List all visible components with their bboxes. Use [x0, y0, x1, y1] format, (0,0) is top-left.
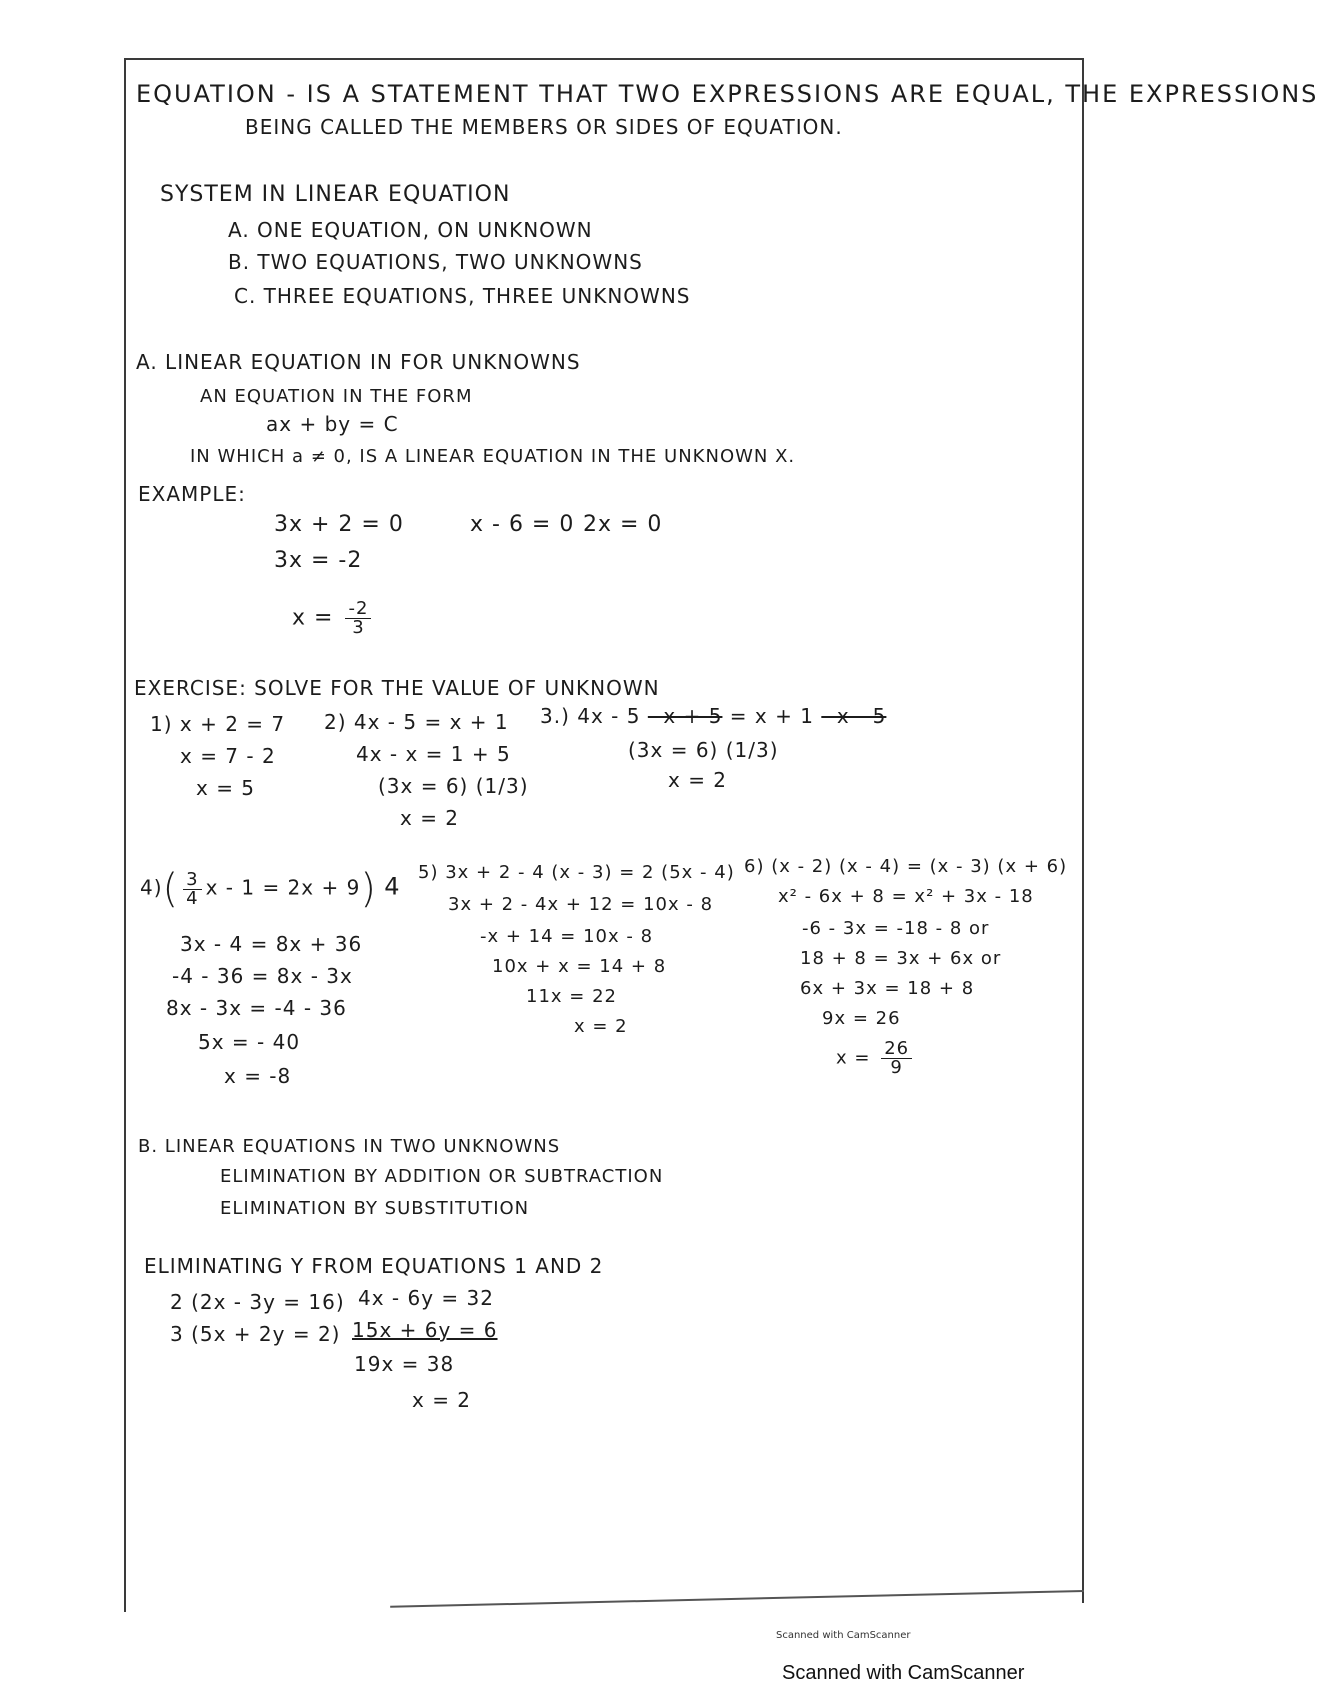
systems-item-a: A. ONE EQUATION, ON UNKNOWN [228, 218, 593, 242]
problem-4-label: 4) [140, 875, 163, 900]
problem-6-line-1: 6) (x - 2) (x - 4) = (x - 3) (x + 6) [744, 856, 1068, 877]
problem-4-fraction [183, 868, 201, 909]
problem-6-line-5: 6x + 3x = 18 + 8 [800, 978, 975, 999]
problem-4-expression: x - 1 = 2x + 9 [205, 875, 361, 900]
problem-5-line-1: 5) 3x + 2 - 4 (x - 3) = 2 (5x - 4) [418, 862, 735, 883]
fraction-denominator: 9 [890, 1057, 903, 1078]
problem-5-line-3: -x + 14 = 10x - 8 [480, 926, 654, 947]
problem-3-part-b: = x + 1 [722, 704, 822, 728]
example-1-result-fraction [345, 600, 371, 637]
problem-1-line-1: 1) x + 2 = 7 [150, 712, 286, 736]
problem-3-line-3: x = 2 [668, 768, 728, 792]
problem-6-line-2: x² - 6x + 8 = x² + 3x - 18 [778, 886, 1034, 907]
fraction-denominator: 3 [352, 617, 365, 638]
watermark: Scanned with CamScanner [782, 1662, 1025, 1684]
section-b-item-2: ELIMINATION BY SUBSTITUTION [220, 1198, 530, 1219]
section-a-explain: IN WHICH a ≠ 0, IS A LINEAR EQUATION IN THE UNKNOWN X. [190, 446, 796, 467]
problem-4-line-2: 3x - 4 = 8x + 36 [180, 932, 363, 956]
problem-6-line-3: -6 - 3x = -18 - 8 or [802, 918, 990, 939]
example-label: EXAMPLE: [138, 482, 246, 506]
elimination-left-1: 2 (2x - 3y = 16) [170, 1290, 345, 1314]
problem-1-line-2: x = 7 - 2 [180, 744, 276, 768]
problem-5-line-5: 11x = 22 [526, 986, 617, 1007]
elimination-right-2: 15x + 6y = 6 [352, 1318, 498, 1342]
open-paren: ( [162, 866, 180, 912]
problem-4-multiplier: 4 [384, 872, 401, 901]
example-2: x - 6 = 0 [470, 512, 575, 537]
systems-item-c: C. THREE EQUATIONS, THREE UNKNOWNS [234, 284, 691, 308]
problem-3-line-2: (3x = 6) (1/3) [628, 738, 779, 762]
problem-3-line-1 [540, 704, 886, 728]
problem-2-line-4: x = 2 [400, 806, 460, 830]
fraction-numerator: -2 [345, 600, 371, 619]
problem-3-struck-term-1: - x + 5 [647, 704, 723, 728]
problem-6-line-4: 18 + 8 = 3x + 6x or [800, 948, 1002, 969]
problem-4-line-4: 8x - 3x = -4 - 36 [166, 996, 347, 1020]
problem-6-line-6: 9x = 26 [822, 1008, 901, 1029]
problem-2-line-2: 4x - x = 1 + 5 [356, 742, 511, 766]
problem-5-line-4: 10x + x = 14 + 8 [492, 956, 667, 977]
problem-4-line-6: x = -8 [224, 1064, 292, 1088]
problem-3-struck-term-2: - x - 5 [821, 704, 887, 728]
example-1-result [292, 600, 375, 637]
elimination-right-1: 4x - 6y = 32 [358, 1286, 494, 1310]
problem-5-line-6: x = 2 [574, 1016, 628, 1037]
example-3: 2x = 0 [583, 512, 663, 537]
watermark-small: Scanned with CamScanner [776, 1630, 911, 1641]
problem-4-line-1 [140, 866, 401, 912]
section-a-form: ax + by = C [266, 412, 399, 436]
definition-line-2: BEING CALLED THE MEMBERS OR SIDES OF EQUATION. [245, 115, 843, 139]
problem-2-line-3: (3x = 6) (1/3) [378, 774, 529, 798]
elimination-left-2: 3 (5x + 2y = 2) [170, 1322, 341, 1346]
problem-6-result-fraction [881, 1040, 912, 1077]
example-1-result-lhs: x = [292, 605, 334, 631]
problem-3-part-a: 3.) 4x - 5 [540, 704, 648, 728]
section-a-heading: A. LINEAR EQUATION IN FOR UNKNOWNS [136, 350, 581, 374]
problem-5-line-2: 3x + 2 - 4x + 12 = 10x - 8 [448, 894, 714, 915]
elimination-result: x = 2 [412, 1388, 472, 1412]
problem-1-line-3: x = 5 [196, 776, 256, 800]
fraction-numerator: 26 [881, 1040, 912, 1059]
section-b-heading: B. LINEAR EQUATIONS IN TWO UNKNOWNS [138, 1136, 561, 1157]
example-1-step: 3x = -2 [274, 548, 363, 573]
frame-left-tail [124, 1600, 126, 1612]
section-a-form-intro: AN EQUATION IN THE FORM [200, 386, 473, 407]
section-b-item-1: ELIMINATION BY ADDITION OR SUBTRACTION [220, 1166, 664, 1187]
systems-heading: SYSTEM IN LINEAR EQUATION [160, 182, 511, 207]
elimination-heading: ELIMINATING Y FROM EQUATIONS 1 AND 2 [144, 1254, 604, 1278]
systems-item-b: B. TWO EQUATIONS, TWO UNKNOWNS [228, 250, 643, 274]
problem-2-line-1: 2) 4x - 5 = x + 1 [324, 710, 509, 734]
problem-6-result-lhs: x = [836, 1047, 871, 1069]
exercise-heading: EXERCISE: SOLVE FOR THE VALUE OF UNKNOWN [134, 676, 660, 700]
problem-4-line-5: 5x = - 40 [198, 1030, 301, 1054]
fraction-denominator: 4 [186, 887, 199, 909]
example-1: 3x + 2 = 0 [274, 512, 404, 537]
close-paren: ) [360, 866, 377, 912]
elimination-sum: 19x = 38 [354, 1352, 455, 1376]
problem-4-line-3: -4 - 36 = 8x - 3x [172, 964, 353, 988]
fraction-numerator: 3 [183, 871, 201, 890]
definition-line-1: EQUATION - IS A STATEMENT THAT TWO EXPRESSIONS ARE EQUAL, THE EXPRESSIONS [136, 80, 1318, 108]
problem-6-result [836, 1040, 916, 1077]
